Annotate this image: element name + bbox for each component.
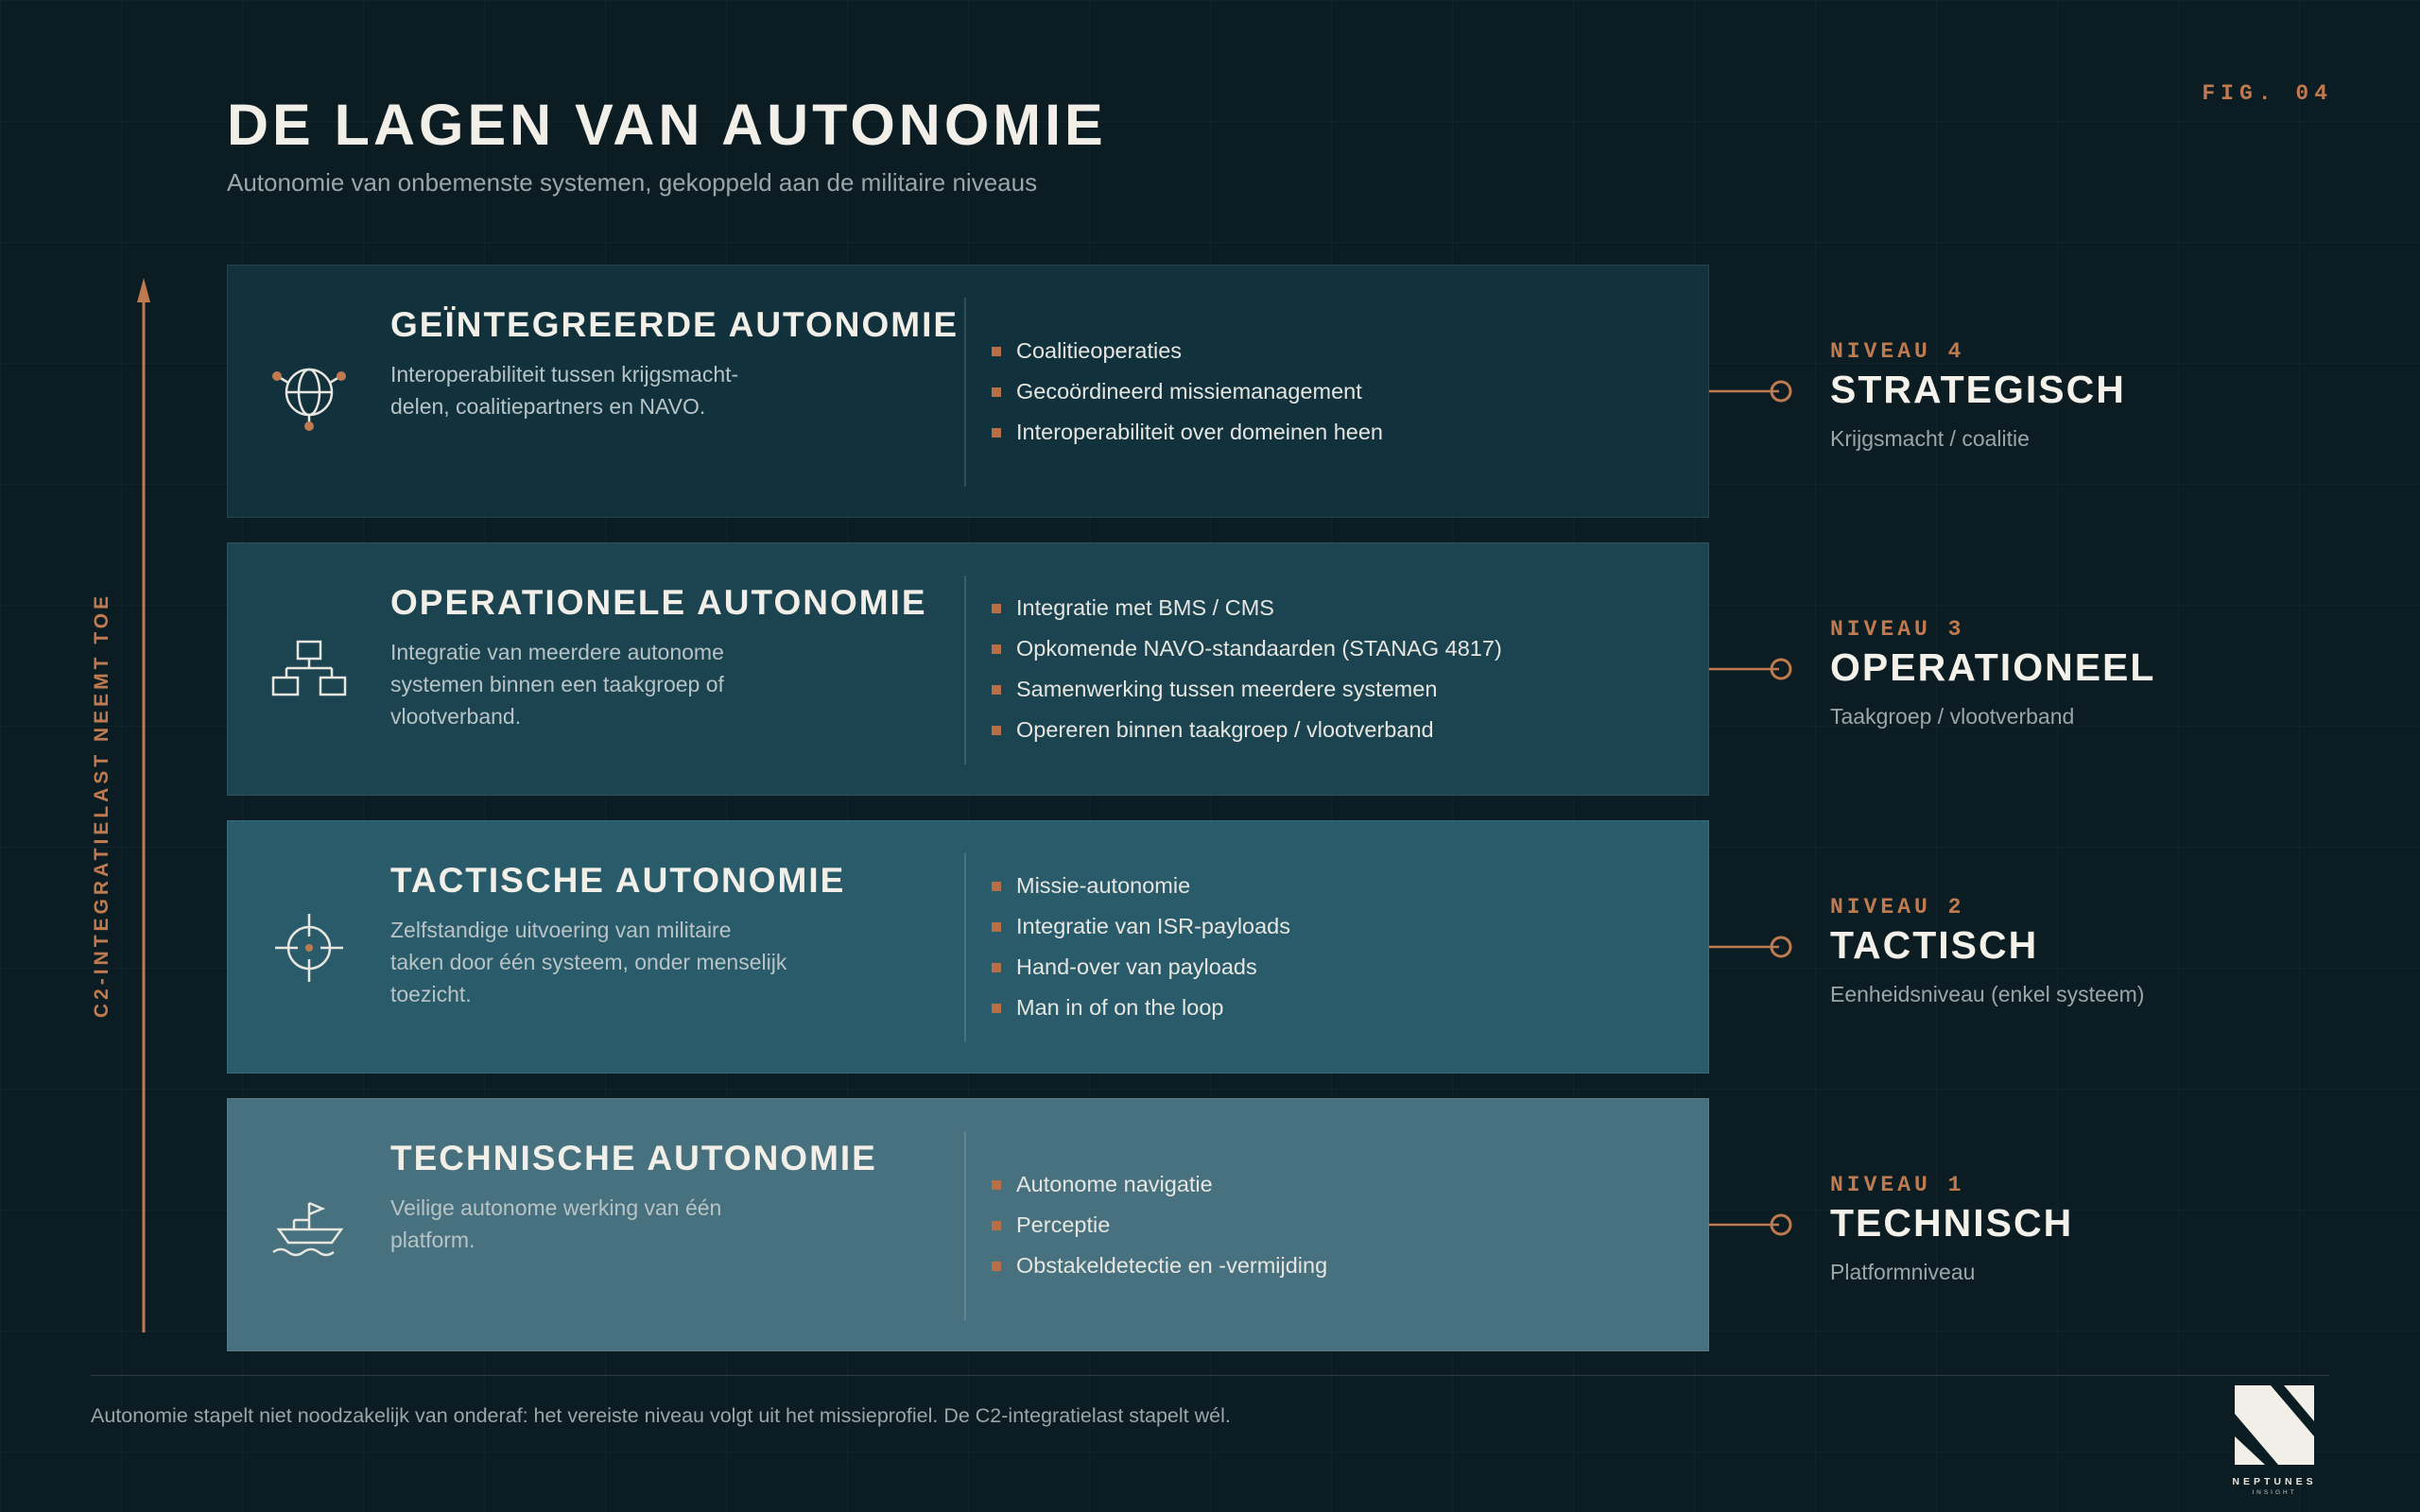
- level-subtitle: Platformniveau: [1830, 1260, 1976, 1284]
- bullet-item: Interoperabiliteit over domeinen heen: [992, 412, 1383, 453]
- level-strategic: [1830, 338, 2126, 452]
- level-subtitle: Krijgsmacht / coalitie: [1830, 426, 2030, 451]
- bullet-item: Missie-autonomie: [992, 866, 1290, 906]
- bullet-item: Perceptie: [992, 1205, 1327, 1246]
- layer-bullets: [992, 821, 1290, 1073]
- layer-title: GEÏNTEGREERDE AUTONOMIE: [390, 305, 959, 344]
- level-connector: [1709, 934, 1792, 960]
- bullet-item: Man in of on the loop: [992, 988, 1290, 1028]
- globe-network-icon: [269, 352, 349, 432]
- layer-tactical-autonomy: [227, 820, 1709, 1074]
- level-tag: NIVEAU 2: [1830, 895, 1965, 919]
- footer-divider: [91, 1375, 2329, 1376]
- c2-axis-arrow: [136, 276, 151, 1334]
- logo-name: NEPTUNES: [2232, 1476, 2317, 1487]
- bullet-item: Samenwerking tussen meerdere systemen: [992, 669, 1502, 710]
- layer-title: TACTISCHE AUTONOMIE: [390, 861, 846, 900]
- logo-mark-icon: [2235, 1385, 2314, 1465]
- layer-divider: [964, 853, 966, 1042]
- layer-integrated-autonomy: [227, 265, 1709, 518]
- level-connector: [1709, 1211, 1792, 1238]
- level-tag: NIVEAU 1: [1830, 1173, 1965, 1197]
- layer-technical-autonomy: [227, 1098, 1709, 1351]
- logo-subtitle: INSIGHT: [2252, 1489, 2297, 1496]
- bullet-item: Integratie met BMS / CMS: [992, 588, 1502, 628]
- layer-title: OPERATIONELE AUTONOMIE: [390, 583, 927, 622]
- level-connector: [1709, 378, 1792, 404]
- bullet-item: Opkomende NAVO-standaarden (STANAG 4817): [992, 628, 1502, 669]
- level-connector: [1709, 656, 1792, 682]
- layer-title: TECHNISCHE AUTONOMIE: [390, 1139, 877, 1177]
- bullet-item: Autonome navigatie: [992, 1164, 1327, 1205]
- level-tag: NIVEAU 3: [1830, 617, 1965, 642]
- level-subtitle: Taakgroep / vlootverband: [1830, 704, 2075, 729]
- page-title: DE LAGEN VAN AUTONOMIE: [227, 93, 1107, 157]
- bullet-item: Hand-over van payloads: [992, 947, 1290, 988]
- level-name: STRATEGISCH: [1830, 368, 2126, 411]
- layer-description: Interoperabiliteit tussen krijgsmacht-delen, coalitiepartners en NAVO.: [390, 362, 739, 419]
- level-operational: [1830, 616, 2155, 730]
- layer-divider: [964, 1131, 966, 1320]
- bullet-item: Coalitieoperaties: [992, 331, 1383, 371]
- layer-description: Veilige autonome werking van één platform.: [390, 1195, 722, 1252]
- layer-operational-autonomy: [227, 542, 1709, 796]
- axis-label: C2-INTEGRATIELAST NEEMT TOE: [91, 592, 112, 1019]
- level-technical: [1830, 1172, 2073, 1285]
- hierarchy-icon: [269, 630, 349, 710]
- bullet-item: Integratie van ISR-payloads: [992, 906, 1290, 947]
- layer-bullets: [992, 1099, 1327, 1350]
- figure-label: FIG. 04: [2202, 81, 2333, 106]
- bullet-item: Opereren binnen taakgroep / vlootverband: [992, 710, 1502, 750]
- crosshair-icon: [269, 908, 349, 988]
- layer-divider: [964, 298, 966, 487]
- level-tag: NIVEAU 4: [1830, 339, 1965, 364]
- neptunes-logo: [2220, 1385, 2329, 1501]
- layer-description: Zelfstandige uitvoering van militaire taken door één systeem, onder menselijk toezicht.: [390, 918, 787, 1006]
- level-subtitle: Eenheidsniveau (enkel systeem): [1830, 982, 2145, 1006]
- bullet-item: Obstakeldetectie en -vermijding: [992, 1246, 1327, 1286]
- level-name: OPERATIONEEL: [1830, 645, 2156, 689]
- bullet-item: Gecoördineerd missiemanagement: [992, 371, 1383, 412]
- layer-bullets: [992, 266, 1383, 517]
- page-subtitle: Autonomie van onbemenste systemen, gekoppeld aan de militaire niveaus: [227, 168, 1038, 197]
- boat-icon: [269, 1186, 349, 1265]
- level-name: TACTISCH: [1830, 923, 2039, 967]
- footer-note: Autonomie stapelt niet noodzakelijk van onderaf: het vereiste niveau volgt uit het missieprofiel. De C2-integratielast stapelt wél.: [91, 1404, 1231, 1427]
- level-tactical: [1830, 894, 2144, 1007]
- layer-bullets: [992, 543, 1502, 795]
- layer-description: Integratie van meerdere autonome systemen binnen een taakgroep of vlootverband.: [390, 640, 724, 729]
- level-name: TECHNISCH: [1830, 1201, 2074, 1245]
- layer-divider: [964, 576, 966, 765]
